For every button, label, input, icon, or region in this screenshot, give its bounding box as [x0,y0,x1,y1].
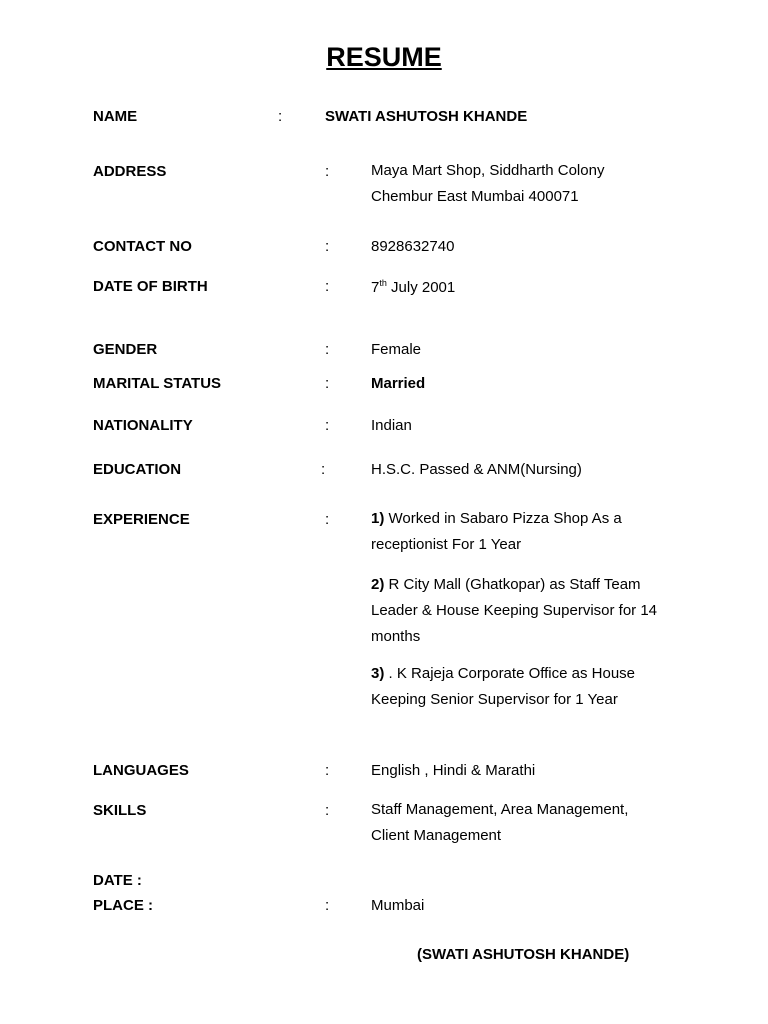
dob-suffix: th [379,278,387,288]
gender-colon: : [325,341,330,358]
nationality-label: NATIONALITY [93,417,193,434]
page-title: RESUME [326,42,442,72]
address-label: ADDRESS [93,163,167,180]
marital-colon: : [325,375,330,392]
dob-label: DATE OF BIRTH [93,278,208,295]
experience-item-text: R City Mall (Ghatkopar) as Staff Team Leader & House Keeping Supervisor for 14 months [371,576,658,645]
contact-label: CONTACT NO [93,238,192,255]
name-colon: : [278,108,283,125]
name-label: NAME [93,108,138,125]
skills-colon: : [325,802,330,819]
dob-rest: July 2001 [386,279,456,296]
experience-label: EXPERIENCE [93,511,190,528]
experience-item-2 [371,572,681,650]
address-line-2: Chembur East Mumbai 400071 [371,188,579,205]
skills-line-2: Client Management [371,827,502,844]
place-colon: : [325,897,330,914]
gender-value: Female [371,341,422,358]
address-colon: : [325,163,330,180]
dob-day: 7 [371,279,380,296]
dob-colon: : [325,278,330,295]
experience-colon: : [325,511,330,528]
experience-item-num: 1) [371,510,385,527]
education-label: EDUCATION [93,461,182,478]
experience-item-num: 3) [371,665,385,682]
experience-item-1 [371,506,681,558]
signature-name: (SWATI ASHUTOSH KHANDE) [417,946,630,963]
experience-item-num: 2) [371,576,385,593]
skills-label: SKILLS [93,802,147,819]
skills-value [371,797,681,849]
nationality-colon: : [325,417,330,434]
place-value: Mumbai [371,897,425,914]
languages-colon: : [325,762,330,779]
languages-label: LANGUAGES [93,762,189,779]
experience-item-text: Worked in Sabaro Pizza Shop As a receptionist For 1 Year [371,510,622,553]
nationality-value: Indian [371,417,412,434]
dob-value [371,278,455,296]
address-line-1: Maya Mart Shop, Siddharth Colony [371,162,605,179]
place-label: PLACE : [93,897,153,914]
date-label: DATE : [93,872,142,889]
education-value: H.S.C. Passed & ANM(Nursing) [371,461,582,478]
address-value [371,158,681,210]
contact-colon: : [325,238,330,255]
marital-value: Married [371,375,426,392]
marital-label: MARITAL STATUS [93,375,222,392]
experience-item-3 [371,661,681,713]
experience-item-text: . K Rajeja Corporate Office as House Keeping Senior Supervisor for 1 Year [371,665,636,708]
contact-value: 8928632740 [371,238,455,255]
gender-label: GENDER [93,341,158,358]
skills-line-1: Staff Management, Area Management, [371,801,629,818]
name-value: SWATI ASHUTOSH KHANDE [325,108,528,125]
languages-value: English , Hindi & Marathi [371,762,536,779]
education-colon: : [321,461,326,478]
